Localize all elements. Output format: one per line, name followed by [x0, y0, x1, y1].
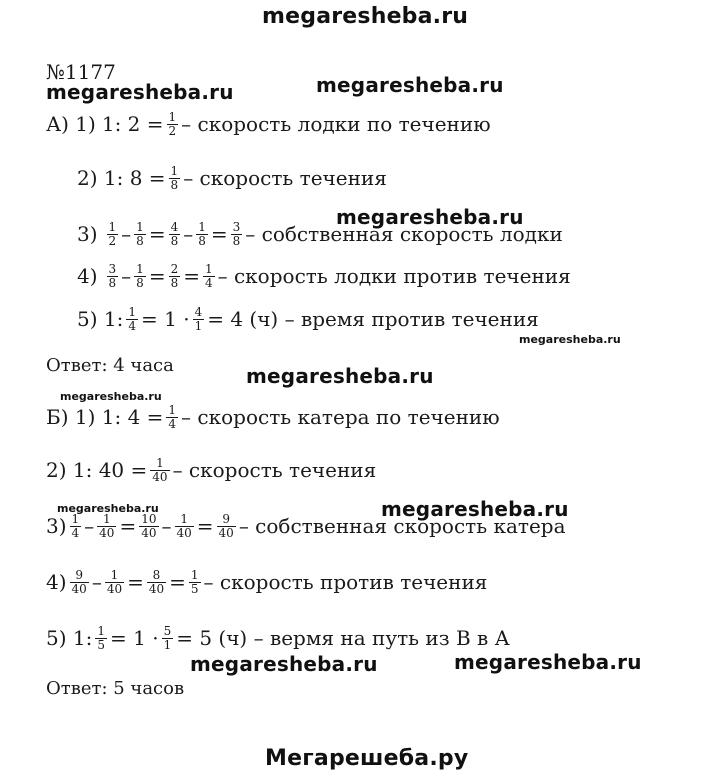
part-b-line-4: 4) $\frac{9}{40}$ – $\frac{1}{40}$ = $\frac{8}{40}$ = $\frac{1}{5}$ – скорость против течения: [46, 567, 488, 596]
fraction: $\frac{1}{4}$: [204, 261, 213, 290]
watermark: megaresheba.ru: [336, 205, 524, 229]
part-b-line-1: Б) 1) 1: 4 = $\frac{1}{4}$ – скорость катера по течению: [46, 402, 500, 431]
fraction: $\frac{1}{8}$: [136, 219, 144, 248]
part-b-answer: Ответ: 5 часов: [46, 678, 185, 699]
part-a-answer: Ответ: 4 часа: [46, 355, 174, 376]
fraction: $\frac{1}{5}$: [190, 567, 199, 596]
fraction: $\frac{10}{40}$: [141, 511, 157, 540]
part-a-line-1: А) 1) 1: 2 = $\frac{1}{2}$ – скорость лодки по течению: [46, 109, 491, 138]
watermark: megaresheba.ru: [316, 73, 504, 97]
part-a-line-3: 3) $\frac{1}{2}$ – $\frac{1}{8}$ = $\frac{4}{8}$ – $\frac{1}{8}$ = $\frac{3}{8}$ – собственная скорость лодки: [77, 219, 563, 248]
watermark: megaresheba.ru: [519, 333, 621, 346]
watermark: megaresheba.ru: [46, 80, 234, 104]
part-b-line-2: 2) 1: 40 = $\frac{1}{40}$ – скорость течения: [46, 455, 377, 484]
fraction: $\frac{1}{40}$: [99, 511, 115, 540]
fraction: $\frac{9}{40}$: [71, 567, 87, 596]
part-a-line-4: 4) $\frac{3}{8}$ – $\frac{1}{8}$ = $\frac{2}{8}$ = $\frac{1}{4}$ – скорость лодки против течения: [77, 261, 571, 290]
fraction: $\frac{3}{8}$: [108, 261, 117, 290]
fraction: $\frac{1}{40}$: [176, 511, 192, 540]
fraction: $\frac{1}{4}$: [128, 304, 136, 333]
watermark: megaresheba.ru: [60, 390, 162, 403]
fraction: $\frac{1}{2}$: [108, 219, 117, 248]
site-header: megaresheba.ru: [262, 4, 469, 29]
watermark: megaresheba.ru: [381, 497, 569, 521]
watermark: megaresheba.ru: [57, 502, 159, 515]
fraction: $\frac{1}{2}$: [168, 109, 177, 138]
fraction: $\frac{8}{40}$: [148, 567, 165, 596]
fraction: $\frac{3}{8}$: [232, 219, 241, 248]
part-a-line-2: 2) 1: 8 = $\frac{1}{8}$ – скорость течения: [77, 163, 387, 192]
fraction: $\frac{1}{40}$: [106, 567, 123, 596]
fraction: $\frac{1}{8}$: [136, 261, 144, 290]
site-footer: Мегарешеба.ру: [265, 746, 469, 771]
fraction: $\frac{1}{5}$: [97, 623, 105, 652]
watermark: megaresheba.ru: [190, 652, 378, 676]
part-b-line-5: 5) 1: $\frac{1}{5}$ = 1 · $\frac{5}{1}$ = 5 (ч) – вермя на путь из В в А: [46, 623, 510, 652]
fraction: $\frac{9}{40}$: [218, 511, 234, 540]
fraction: $\frac{4}{1}$: [194, 304, 203, 333]
fraction: $\frac{1}{8}$: [198, 219, 206, 248]
fraction: $\frac{1}{8}$: [170, 163, 179, 192]
part-b-line-3: 3) $\frac{1}{4}$ – $\frac{1}{40}$ = $\frac{10}{40}$ – $\frac{1}{40}$ = $\frac{9}{40}$ – собственная скорость катера: [46, 511, 566, 540]
problem-number: №1177: [46, 60, 116, 84]
fraction: $\frac{5}{1}$: [163, 623, 172, 652]
fraction: $\frac{1}{4}$: [168, 402, 177, 431]
watermark: megaresheba.ru: [246, 364, 434, 388]
fraction: $\frac{1}{4}$: [71, 511, 80, 540]
part-a-line-5: 5) 1: $\frac{1}{4}$ = 1 · $\frac{4}{1}$ = 4 (ч) – время против течения: [77, 304, 539, 333]
watermark: megaresheba.ru: [454, 650, 642, 674]
fraction: $\frac{1}{40}$: [152, 455, 168, 484]
fraction: $\frac{4}{8}$: [170, 219, 179, 248]
fraction: $\frac{2}{8}$: [170, 261, 179, 290]
